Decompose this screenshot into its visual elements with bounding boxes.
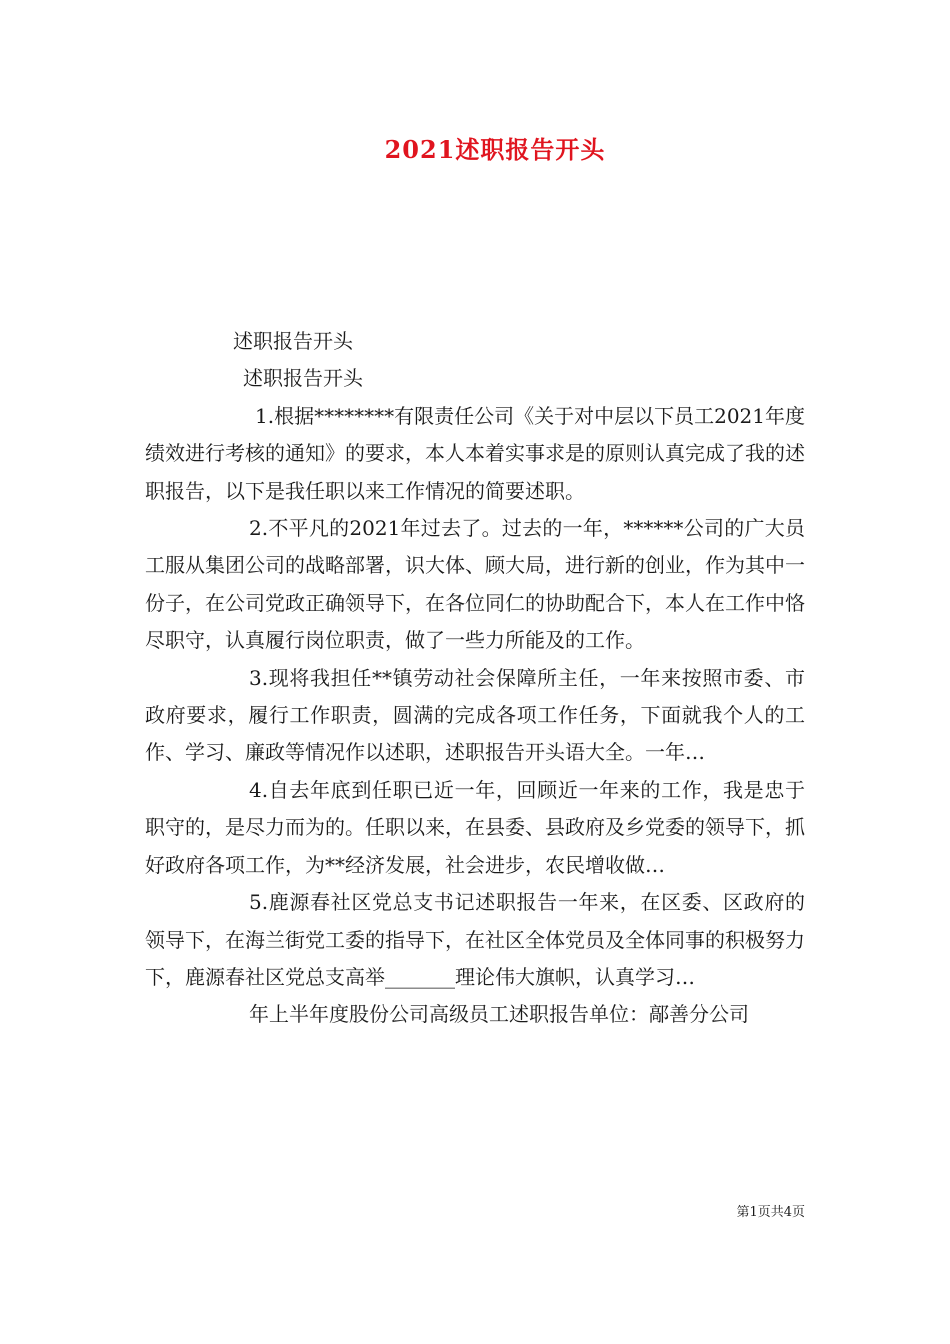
- paragraph-5: 5.鹿源春社区党总支书记述职报告一年来，在区委、区政府的领导下，在海兰街党工委的指导下，在社区全体党员及全体同事的积极努力下，鹿源春社区党总支高举_______理论伟大旗帜，认真学习…: [145, 890, 805, 989]
- paragraph-6: 年上半年度股份公司高级员工述职报告单位：鄗善分公司: [249, 1002, 749, 1027]
- paragraph-1: 1.根据********有限责任公司《关于对中层以下员工2021年度绩效进行考核的通知》的要求，本人本着实事求是的原则认真完成了我的述职报告，以下是我任职以来工作情况的简要述职。: [145, 403, 805, 503]
- paragraph-2: 2.不平凡的2021年过去了。过去的一年，******公司的广大员工服从集团公司的战略部署，识大体、顾大局，进行新的创业，作为其中一份子，在公司党政正确领导下，在各位同仁的协助配合下，本人在工作中恪尽职守，认真履行岗位职责，做了一些力所能及的工作。: [145, 516, 805, 653]
- document-body: [145, 323, 805, 1034]
- section-heading: 述职报告开头: [233, 329, 353, 353]
- document-title: 2021述职报告开头: [384, 135, 606, 164]
- section-subheading: 述职报告开头: [243, 366, 363, 391]
- page-number: 第1页共4页: [736, 1205, 805, 1220]
- paragraph-3: 3.现将我担任**镇劳动社会保障所主任，一年来按照市委、市政府要求，履行工作职责，圆满的完成各项工作任务，下面就我个人的工作、学习、廉政等情况作以述职，述职报告开头语大全。一年…: [145, 665, 805, 765]
- paragraph-4: 4.自去年底到任职已近一年，回顾近一年来的工作，我是忠于职守的，是尽力而为的。任职以来，在县委、县政府及乡党委的领导下，抓好政府各项工作，为**经济发展，社会进步，农民增收做…: [145, 777, 805, 877]
